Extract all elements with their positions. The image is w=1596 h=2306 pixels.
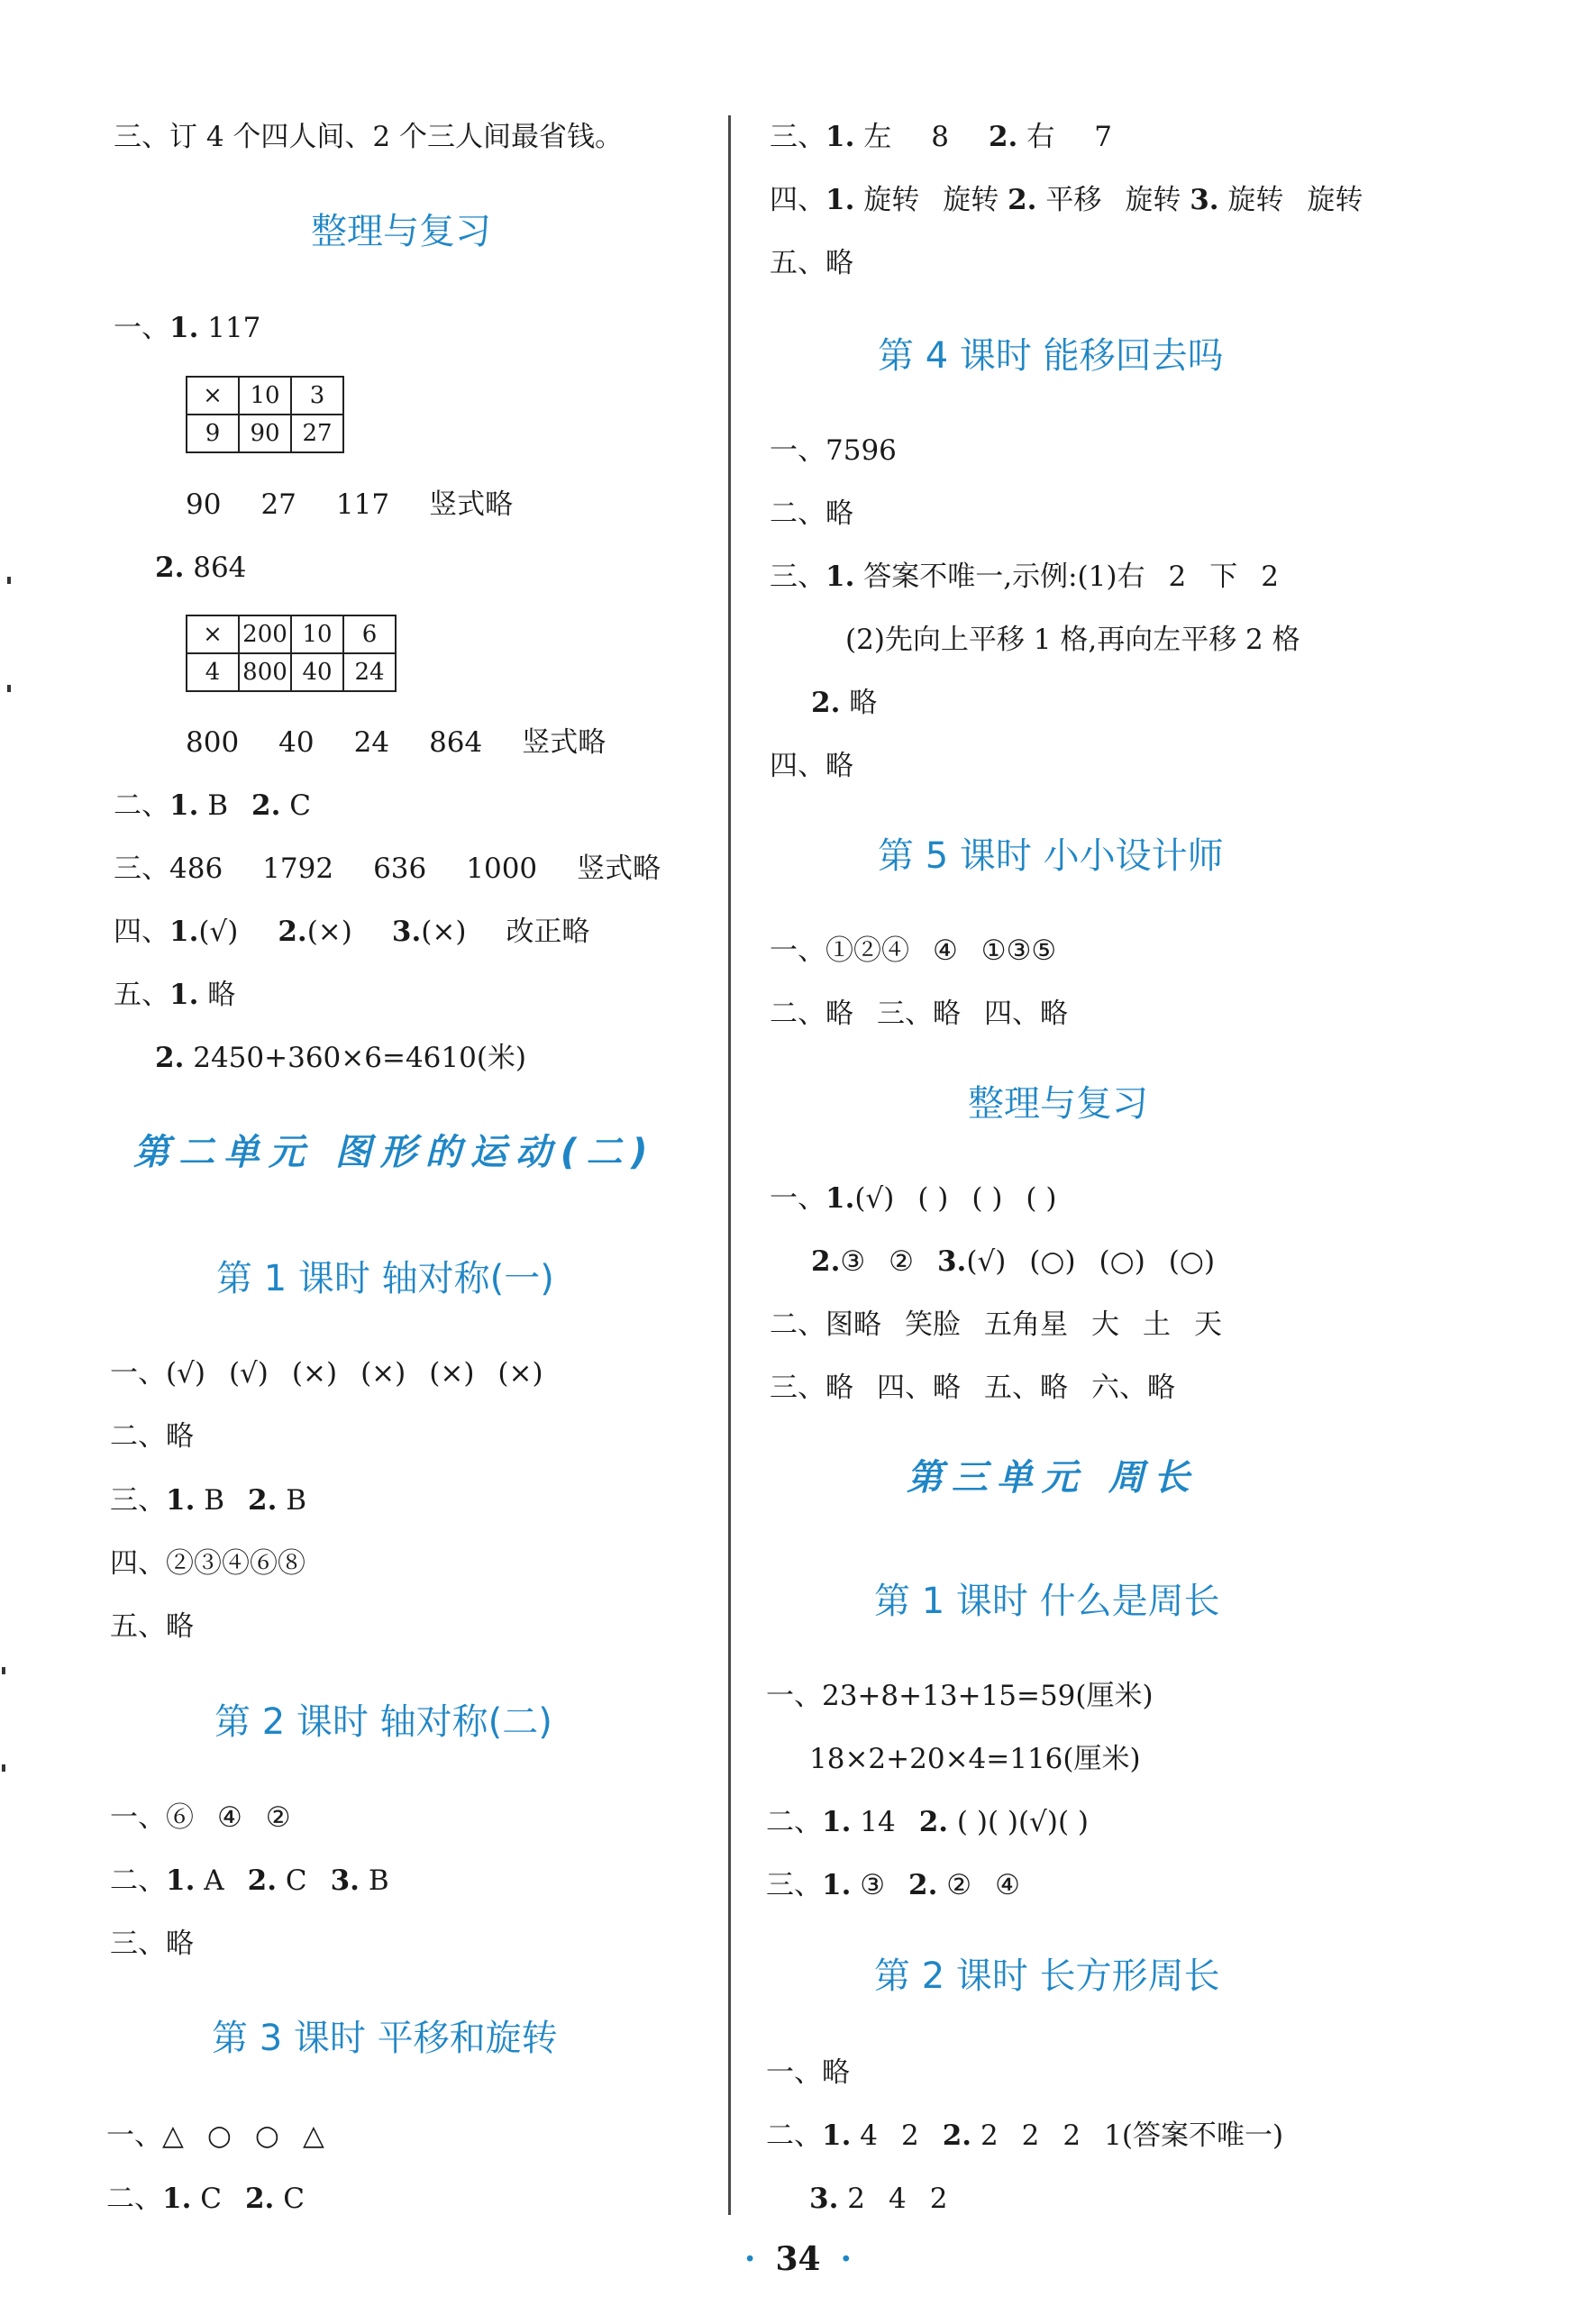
answer-line: 18×2+20×4=116(厘米): [809, 1743, 1141, 1775]
answer-line: 2. 864: [155, 551, 247, 584]
page-number: [0, 2240, 1596, 2278]
answer-line: 三、订 4 个四人间、2 个三人间最省钱。: [114, 121, 624, 153]
edge-speck: [2, 1764, 5, 1772]
answer-line: 二、略 三、略 四、略: [770, 998, 1068, 1030]
answer-line: 三、1. B 2. B: [110, 1484, 307, 1517]
answer-line: 三、1. 左 8 2. 右 7: [770, 121, 1112, 153]
answer-line: 五、1. 略: [114, 979, 236, 1011]
section-title: 整理与复习: [311, 211, 491, 252]
answer-line: 三、486 1792 636 1000 竖式略: [114, 852, 661, 885]
answer-line: 二、图略 笑脸 五角星 大 土 天: [770, 1308, 1222, 1341]
page-dot-left: ·: [743, 2240, 756, 2278]
lesson-title: 第 1 课时 轴对称(一): [216, 1258, 554, 1299]
answer-line: 一、①②④ ④ ①③⑤: [770, 934, 1057, 967]
answer-line: 四、1.(√) 2.(×) 3.(×) 改正略: [114, 916, 590, 948]
answer-line: 800 40 24 864 竖式略: [186, 726, 606, 759]
lesson-title: 第 3 课时 平移和旋转: [212, 2018, 558, 2059]
answer-line: (2)先向上平移 1 格,再向左平移 2 格: [845, 624, 1300, 656]
lesson-title: 第 1 课时 什么是周长: [874, 1581, 1220, 1622]
answer-line: 一、△ ○ ○ △: [106, 2119, 324, 2152]
answer-line: 四、1. 旋转 旋转 2. 平移 旋转 3. 旋转 旋转: [770, 184, 1363, 216]
answer-line: 一、(√) (√) (×) (×) (×) (×): [110, 1357, 543, 1390]
answer-line: 四、略: [770, 750, 853, 782]
answer-line: 五、略: [770, 247, 853, 279]
edge-speck: [7, 577, 11, 584]
answer-line: 一、略: [766, 2056, 850, 2089]
answer-line: 三、1. ③ 2. ② ④: [766, 1869, 1020, 1901]
column-divider: [728, 115, 731, 2215]
answer-line: 二、1. B 2. C: [114, 789, 311, 822]
answer-line: 二、1. 14 2. ( )( )(√)( ): [766, 1806, 1089, 1838]
unit-title: 第二单元 图形的运动(二): [133, 1132, 657, 1173]
edge-speck: [7, 685, 11, 692]
answer-line: 3. 2 4 2: [809, 2183, 948, 2215]
multiplication-table: × 200 10 6 4 800 40 24: [186, 615, 397, 692]
lesson-title: 第 5 课时 小小设计师: [878, 835, 1224, 877]
answer-line: 三、略 四、略 五、略 六、略: [770, 1372, 1175, 1404]
multiplication-table: × 10 3 9 90 27: [186, 376, 344, 453]
answer-line: 一、23+8+13+15=59(厘米): [766, 1680, 1154, 1712]
unit-title: 第三单元 周长: [907, 1457, 1199, 1499]
answer-line: 三、略: [110, 1928, 194, 1960]
lesson-title: 第 2 课时 轴对称(二): [214, 1701, 552, 1743]
answer-line: 2. 略: [811, 687, 878, 719]
answer-line: 2. 2450+360×6=4610(米): [155, 1042, 527, 1074]
section-title: 整理与复习: [968, 1083, 1148, 1125]
answer-line: 一、1. 117: [114, 312, 261, 344]
answer-line: 四、②③④⑥⑧: [110, 1547, 306, 1580]
lesson-title: 第 2 课时 长方形周长: [874, 1955, 1220, 1997]
answer-line: 一、1.(√) ( ) ( ) ( ): [770, 1182, 1057, 1215]
answer-line: 二、略: [110, 1420, 194, 1453]
answer-line: 二、1. A 2. C 3. B: [110, 1864, 389, 1897]
edge-speck: [2, 1667, 5, 1674]
answer-line: 二、1. 4 2 2. 2 2 2 1(答案不唯一): [766, 2119, 1284, 2152]
answer-line: 2.③ ② 3.(√) (○) (○) (○): [811, 1245, 1216, 1278]
answer-line: 90 27 117 竖式略: [186, 488, 514, 521]
answer-line: 三、1. 答案不唯一,示例:(1)右 2 下 2: [770, 561, 1279, 593]
answer-line: 五、略: [110, 1610, 194, 1643]
page-number-value: 34: [775, 2240, 821, 2278]
answer-line: 一、7596: [770, 434, 897, 467]
page-dot-right: ·: [840, 2240, 853, 2278]
lesson-title: 第 4 课时 能移回去吗: [878, 335, 1224, 377]
answer-line: 一、⑥ ④ ②: [110, 1801, 291, 1834]
answer-line: 二、略: [770, 497, 853, 530]
answer-line: 二、1. C 2. C: [106, 2183, 305, 2215]
